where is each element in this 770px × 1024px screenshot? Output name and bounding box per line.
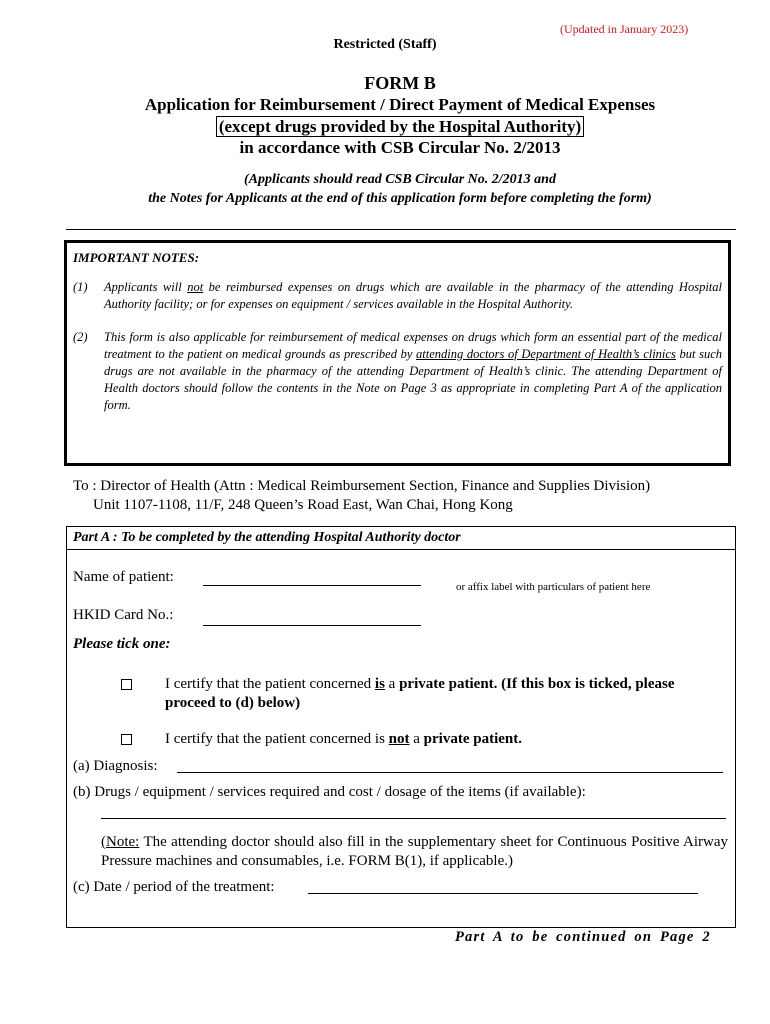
- patient-name-label: Name of patient:: [73, 569, 174, 585]
- patient-name-field[interactable]: [203, 585, 421, 586]
- not-private-patient-checkbox[interactable]: [121, 734, 132, 745]
- statement-emphasis: not: [388, 731, 410, 747]
- diagnosis-field[interactable]: [177, 772, 723, 773]
- important-notes-heading: IMPORTANT NOTES:: [73, 250, 200, 265]
- form-title-line1: Application for Reimbursement / Direct Payment of Medical Expenses: [144, 95, 656, 114]
- updated-date-note: (Updated in January 2023): [560, 22, 689, 36]
- applicant-instructions-line2: the Notes for Applicants at the end of this application form before completing the form): [148, 191, 652, 206]
- treatment-date-field[interactable]: [308, 893, 698, 894]
- drugs-equipment-label: (b) Drugs / equipment / services required and cost / dosage of the items (if available):: [73, 784, 586, 800]
- statement-text: a: [409, 731, 424, 747]
- statement-text: I certify that the patient concerned: [165, 676, 375, 692]
- hkid-field[interactable]: [203, 625, 421, 626]
- statement-text: a: [384, 676, 400, 692]
- form-name: FORM B: [364, 73, 436, 93]
- statement-text: I certify that the patient concerned is: [165, 731, 389, 747]
- form-title-line2-boxed: (except drugs provided by the Hospital Authority): [216, 116, 584, 137]
- note-number: (2): [73, 330, 88, 344]
- cpap-note: [101, 833, 728, 871]
- tick-instruction: Please tick one:: [73, 636, 171, 652]
- form-title-line3: in accordance with CSB Circular No. 2/2013: [239, 138, 561, 157]
- not-private-patient-statement: [165, 730, 725, 749]
- affix-label-note: or affix label with particulars of patient here: [456, 581, 651, 593]
- hkid-label: HKID Card No.:: [73, 607, 174, 623]
- note-text: The attending doctor should also fill in the supplementary sheet for Continuous Positive Airway Pressure machines and consumables, i.e. FORM B(1), if applicable.): [101, 834, 728, 869]
- private-patient-checkbox[interactable]: [121, 679, 132, 690]
- important-note-1: [73, 279, 722, 313]
- private-patient-statement: [165, 675, 725, 713]
- treatment-date-label: (c) Date / period of the treatment:: [73, 879, 275, 895]
- statement-emphasis: is: [374, 676, 385, 692]
- note-emphasis: not: [187, 280, 204, 294]
- note-emphasis: attending doctors of Department of Health’s clinics: [416, 347, 676, 361]
- note-text: be reimbursed expenses on drugs which are available in the pharmacy of the attending Hospital Authority facility; or for expenses on equipment / services available in the Hospital Authority.: [104, 280, 722, 311]
- applicant-instructions-line1: (Applicants should read CSB Circular No. 2/2013 and: [244, 172, 556, 187]
- statement-bold: private patient.: [423, 731, 522, 747]
- note-label: (Note:: [101, 834, 140, 850]
- restricted-classification: Restricted (Staff): [333, 37, 437, 52]
- drugs-equipment-field[interactable]: [101, 818, 726, 819]
- applicant-instructions: [60, 170, 740, 208]
- addressee-line2: Unit 1107-1108, 11/F, 248 Queen’s Road East, Wan Chai, Hong Kong: [93, 497, 513, 513]
- addressee-line1: To : Director of Health (Attn : Medical Reimbursement Section, Finance and Supplies Division): [73, 478, 651, 494]
- part-a-header: Part A : To be completed by the attending Hospital Authority doctor: [67, 527, 735, 550]
- important-notes-box: [64, 240, 731, 466]
- divider-line: [66, 229, 736, 230]
- note-text: This form is also applicable for reimbursement of medical expenses on drugs which form an essential part of the medical treatment to the patient on medical grounds as prescribed by: [104, 330, 722, 361]
- note-text: but such drugs are not available in the pharmacy of the attending Department of Health’s clinic. The attending Department of Health doctors should follow the contents in the Note on Page 3 as appropriate in completing Part A of the application form.: [104, 347, 722, 412]
- important-note-2: [73, 329, 722, 414]
- note-body: [104, 329, 722, 414]
- note-body: [104, 279, 722, 313]
- continued-note: Part A to be continued on Page 2: [455, 929, 711, 945]
- statement-bold: private patient. (If this box is ticked, please proceed to (d) below): [165, 676, 675, 711]
- diagnosis-label: (a) Diagnosis:: [73, 758, 158, 774]
- form-title-block: [60, 72, 740, 159]
- note-text: Applicants will: [104, 280, 188, 294]
- note-number: (1): [73, 280, 88, 294]
- addressee-block: [73, 477, 753, 515]
